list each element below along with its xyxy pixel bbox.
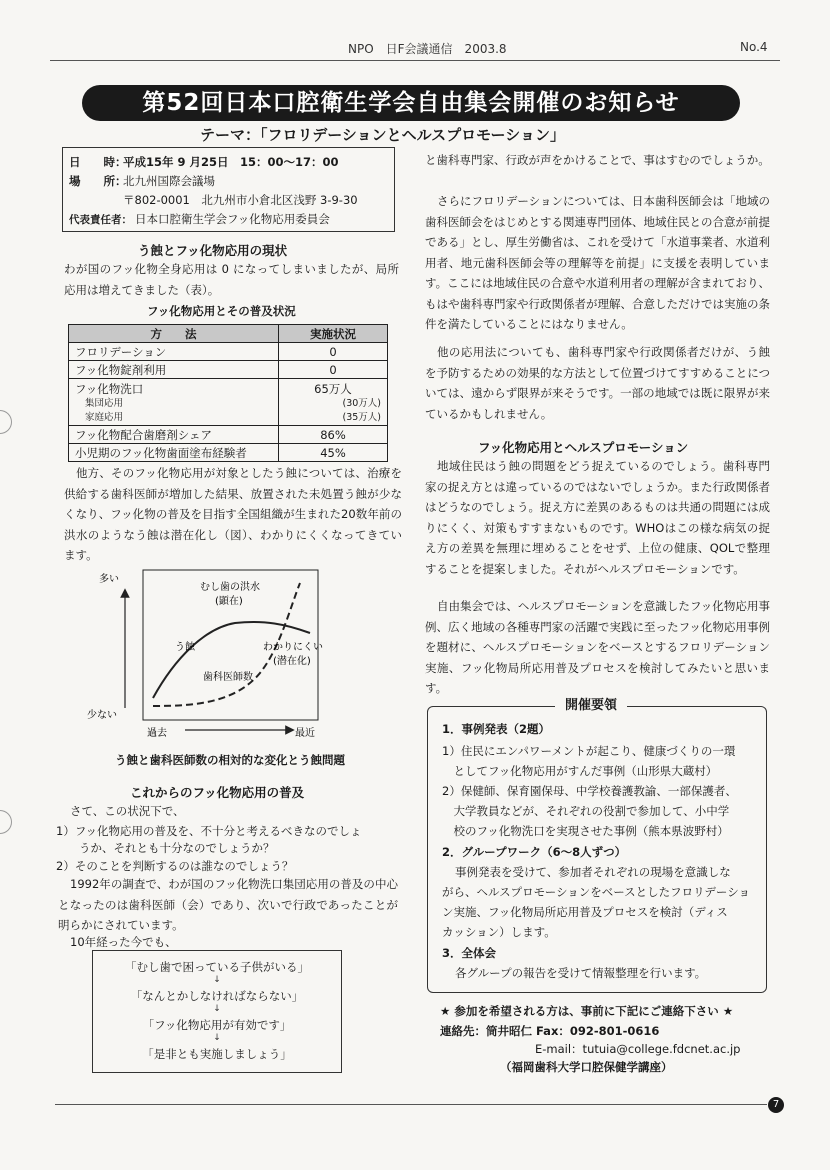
down-arrow-icon: ↓ [213, 975, 221, 985]
flow-step: 「フッ化物応用が有効です」 [142, 1018, 292, 1032]
table-header: 実施状況 [279, 325, 388, 343]
paragraph: 他方、そのフッ化物応用が対象としたう蝕については、治療を供給する歯科医師が増加した結果、放置された未処置う蝕が少なくなり、フッ化物の普及を目指す全国組織が生まれた20数年前の洪水のようなう蝕は潜在化し（図）、わかりにくくなってきています。 [64, 466, 402, 562]
x-left-label: 過去 [147, 728, 167, 739]
down-arrow-icon: ↓ [213, 1004, 221, 1014]
binder-hole [0, 410, 12, 434]
program-item: 1）住民にエンパワーメントが起こり、健康づくりの一環 [442, 744, 736, 758]
table-title: フッ化物応用とその普及状況 [147, 304, 296, 318]
program-item: 2）保健師、保育園保母、中学校養護教諭、一部保護者、 [442, 784, 737, 798]
flow-step: 「なんとかしなければならない」 [130, 989, 304, 1003]
event-address: 〒802-0001 北九州市小倉北区浅野 3-9-30 [123, 193, 358, 207]
event-rep: 日本口腔衛生学会フッ化物応用委員会 [135, 212, 330, 226]
dentists-label: 歯科医師数 [203, 672, 253, 683]
table-row: フッ化物洗口 集団応用 家庭応用 65万人 (30万人) (35万人) [69, 379, 388, 426]
program-item: 事例発表を受けて、参加者それぞれの現場を意識しな [455, 865, 731, 879]
paragraph: さらにフロリデーションについては、日本歯科医師会は「地域の歯科医師会をはじめとする関連専門団体、地域住民との合意が前提である」とし、厚生労働省は、これを受けて「水道事業者、水道利用者、地元歯科医師会等の理解等を前提」に支援を表明しています。ここには地域住民の合意や水道利用者の理解が含まれており、もはや歯科専門家や行政関係者が理解、合意しただけでは実施の条件を満たしていることにはなりません。 [425, 194, 770, 331]
section-heading: う蝕とフッ化物応用の現状 [138, 243, 288, 258]
page-number: 7 [768, 1097, 784, 1113]
question-1-cont: うか、それとも十分なのでしょうか？ [56, 841, 275, 855]
table-row: フロリデーション 0 [69, 343, 388, 361]
issue-number: No.4 [740, 40, 768, 54]
event-place: 北九州国際会議場 [123, 174, 215, 188]
fluoride-table [68, 324, 388, 462]
paragraph: わが国のフッ化物全身応用は 0 になってしまいましたが、局所応用は増えてきました（表）。 [64, 262, 399, 297]
paragraph: さて、この状況下で、 [70, 804, 185, 818]
paragraph: 自由集会では、ヘルスプロモーションを意識したフッ化物応用事例、広く地域の各種専門家の活躍で実践に至ったフッ化物応用事例を題材に、ヘルスプロモーションをベースとするフロリデーション実施、フッ化物局所応用普及プロセスを検討してみたいと思います。 [425, 599, 770, 695]
paragraph: 地域住民はう蝕の問題をどう捉えているのでしょう。歯科専門家の捉え方とは違っているのではないでしょうか。また行政関係者はどうなのでしょう。捉え方に差異のあるものは共通の問題には成りにくく、対策もすすまないものです。WHOはこの様な病気の捉え方の差異を無理に埋めることをせず、上位の健康、QOLで整理することを提案しました。それがヘルスプロモーションです。 [425, 459, 770, 576]
rep-label: 代表責任者： [69, 214, 132, 226]
binder-hole [0, 810, 12, 834]
program-item: 1．事例発表（2題） [442, 722, 551, 736]
contact-lead: ★ 参加を希望される方は、事前に下記にご連絡下さい ★ [440, 1004, 734, 1018]
event-date: 平成15年 9 月25日 15：00〜17：00 [123, 155, 339, 169]
question-2: 2）そのことを判断するのは誰なのでしょう？ [56, 859, 294, 873]
question-1: 1）フッ化物応用の普及を、不十分と考えるべきなのでしょ [56, 824, 362, 838]
newsletter-header: NPO 日F会議通信 2003.8 [348, 42, 507, 56]
program-item: 各グループの報告を受けて情報整理を行います。 [455, 966, 707, 980]
diagram-caption: う蝕と歯科医師数の相対的な変化とう蝕問題 [115, 753, 345, 767]
y-top-label: 多い [99, 574, 119, 585]
program-item: ン実施、フッ化物局所応用普及プロセスを検討（ディス [442, 905, 728, 919]
flood-label: むし歯の洪水 [200, 582, 260, 593]
page-title: 第52回日本口腔衛生学会自由集会開催のお知らせ [82, 85, 740, 121]
program-item: としてフッ化物応用がすんだ事例（山形県大蔵村） [442, 764, 718, 778]
program-item: カッション）します。 [442, 925, 556, 939]
place-label: 場 所： [69, 174, 127, 188]
date-label: 日 時： [69, 155, 127, 169]
hidden-label: わかりにくい [263, 642, 323, 653]
footer-rule [55, 1104, 767, 1105]
paragraph: 10年経った今でも、 [70, 935, 177, 949]
table-header: 方 法 [69, 325, 279, 343]
table-row: フッ化物錠剤利用 0 [69, 361, 388, 379]
x-right-label: 最近 [295, 728, 315, 739]
contact-fax: 連絡先：筒井昭仁 Fax：092-801-0616 [440, 1024, 660, 1038]
section-heading: フッ化物応用とヘルスプロモーション [478, 440, 689, 455]
caries-label: う蝕 [175, 642, 195, 653]
hidden-label-sub: (潜在化) [273, 656, 311, 667]
flow-box [92, 950, 342, 1073]
down-arrow-icon: ↓ [213, 1033, 221, 1043]
paragraph: と歯科専門家、行政が声をかけることで、事はすむのでしょうか。 [425, 153, 770, 167]
header-rule [50, 60, 780, 61]
theme-subtitle: テーマ：「フロリデーションとヘルスプロモーション」 [200, 126, 565, 144]
program-item: 3．全体会 [442, 946, 497, 960]
program-item: 校のフッ化物洗口を実現させた事例（熊本県波野村） [442, 824, 729, 838]
table-row: フッ化物配合歯磨剤シェア 86% [69, 426, 388, 444]
flood-label-sub: (顕在) [215, 596, 243, 607]
flow-step: 「是非とも実施しましょう」 [142, 1047, 292, 1061]
contact-affiliation: （福岡歯科大学口腔保健学講座） [500, 1060, 673, 1074]
section-heading: これからのフッ化物応用の普及 [130, 785, 305, 800]
table-row: 小児期のフッ化物歯面塗布経験者 45% [69, 444, 388, 462]
paragraph: 1992年の調査で、わが国のフッ化物洗口集団応用の普及の中心となったのは歯科医師（会）であり、次いで行政であったことが明らかにされています。 [58, 877, 398, 932]
y-bottom-label: 少ない [87, 710, 117, 721]
paragraph: 他の応用法についても、歯科専門家や行政関係者だけが、う蝕を予防するための効果的な方法として位置づけてすすめることについては、遠からず限界が来そうです。一部の地域では既に限界が来ているかもしれません。 [425, 345, 770, 421]
panel-title: 開催要領 [555, 694, 627, 713]
flow-step: 「むし歯で困っている子供がいる」 [125, 960, 309, 974]
contact-email: E-mail：tutuia@college.fdcnet.ac.jp [535, 1042, 741, 1056]
program-item: がら、ヘルスプロモーションをベースとしたフロリデーショ [442, 885, 750, 899]
event-info-box [62, 147, 395, 232]
caries-dentist-diagram [85, 558, 405, 748]
program-item: 2．グループワーク（6〜8人ずつ） [442, 845, 627, 859]
program-item: 大学教員などが、それぞれの役割で参加して、小中学 [442, 804, 730, 818]
